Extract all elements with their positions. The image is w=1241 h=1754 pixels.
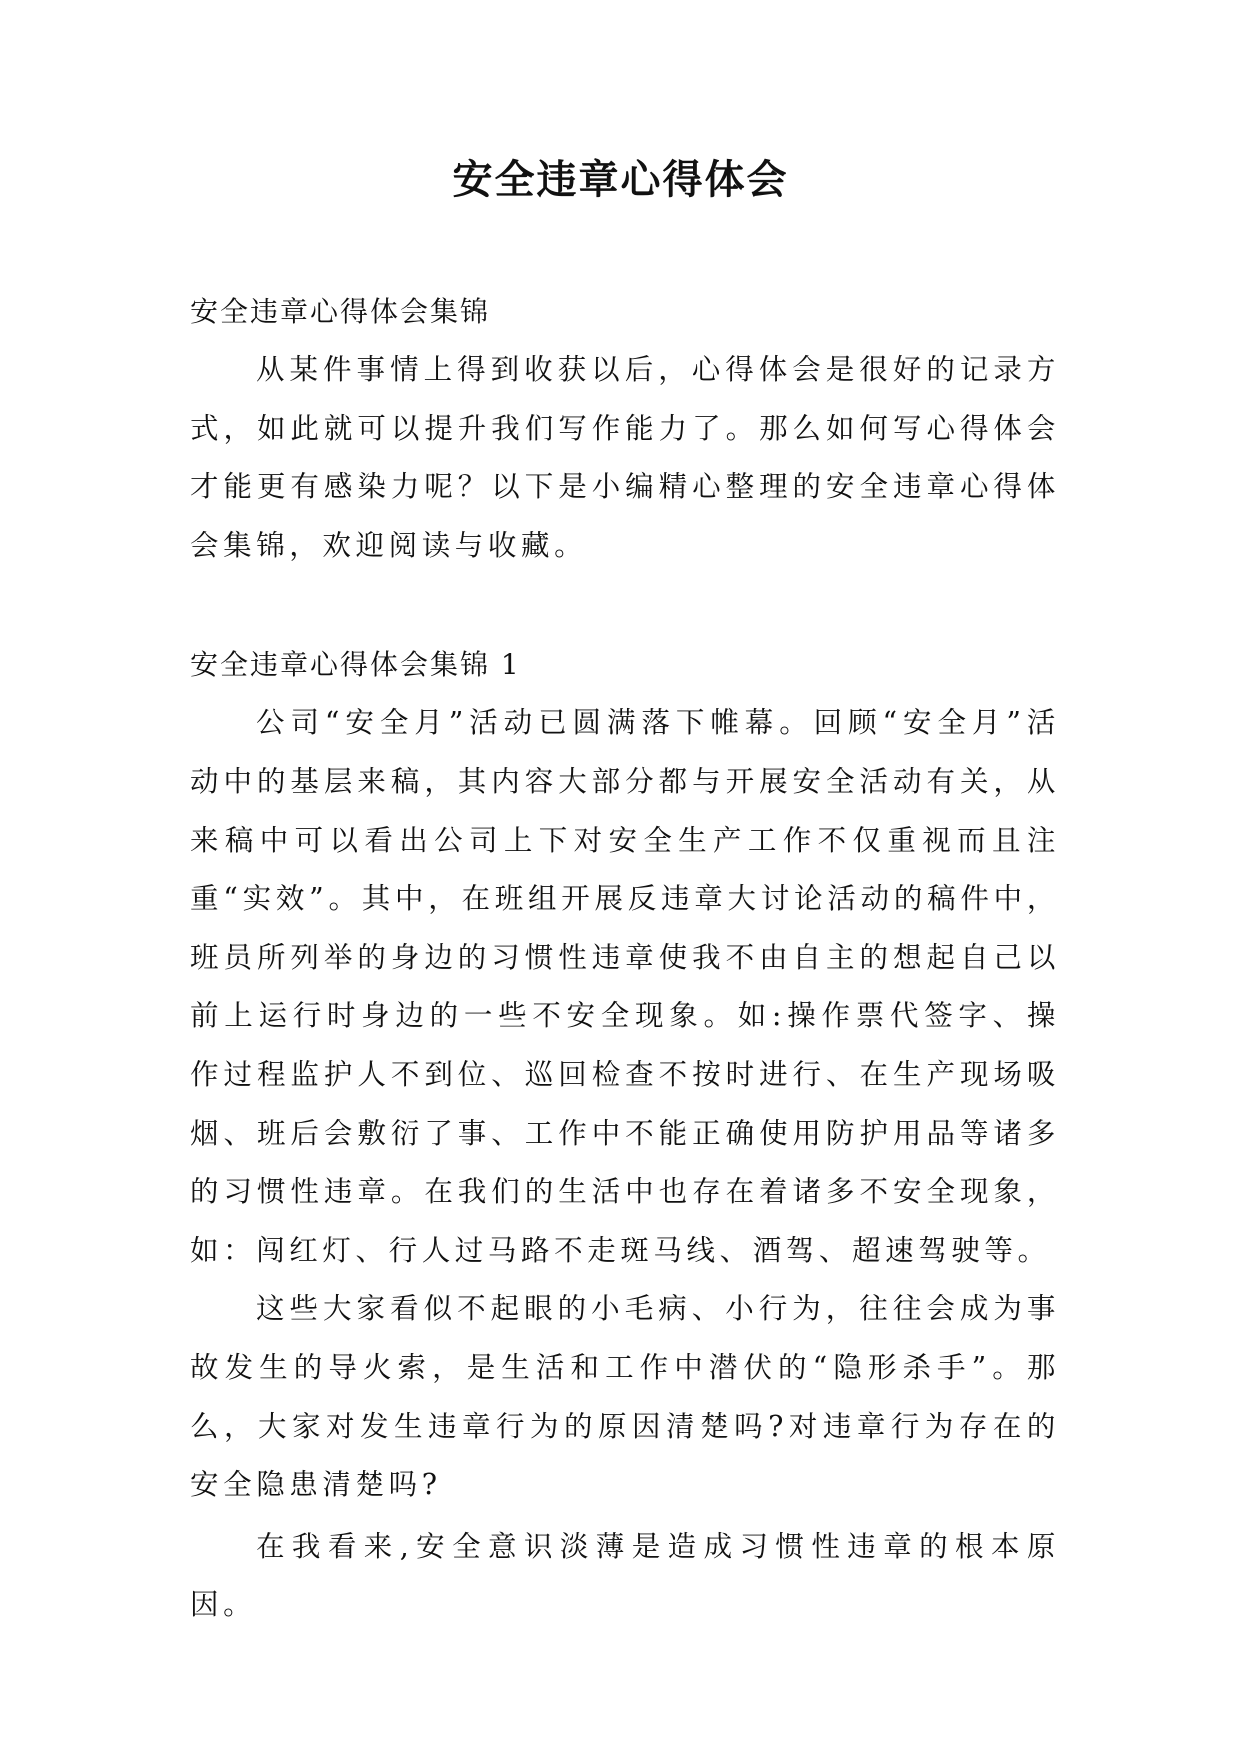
section1-paragraph-2: 这些大家看似不起眼的小毛病、小行为，往往会成为事故发生的导火索，是生活和工作中潜伏的“隐形杀手”。那么，大家对发生违章行为的原因清楚吗?对违章行为存在的安全隐患清楚吗? (190, 1292, 1060, 1502)
intro-paragraph: 从某件事情上得到收获以后，心得体会是很好的记录方式，如此就可以提升我们写作能力了。那么如何写心得体会才能更有感染力呢？以下是小编精心整理的安全违章心得体会集锦，欢迎阅读与收藏。 (190, 353, 1060, 562)
document-body (190, 283, 1060, 1635)
section-spacer (190, 575, 1060, 636)
document-title: 安全违章心得体会 (452, 156, 789, 203)
section1-paragraph-1: 公司“安全月”活动已圆满落下帷幕。回顾“安全月”活动中的基层来稿，其内容大部分都与开展安全活动有关，从来稿中可以看出公司上下对安全生产工作不仅重视而且注重“实效”。其中，在班组开展反违章大讨论活动的稿件中，班员所列举的身边的习惯性违章使我不由自主的想起自己以前上运行时身边的一些不安全现象。如:操作票代签字、操作过程监护人不到位、巡回检查不按时进行、在生产现场吸烟、班后会敷衍了事、工作中不能正确使用防护用品等诸多的习惯性违章。在我们的生活中也存在着诸多不安全现象，如：闯红灯、行人过马路不走斑马线、酒驾、超速驾驶等。 (190, 706, 1060, 1267)
intro-heading: 安全违章心得体会集锦 (190, 295, 491, 328)
section1-heading: 安全违章心得体会集锦 1 (190, 648, 521, 682)
section1-paragraph-3: 在我看来,安全意识淡薄是造成习惯性违章的根本原因。 (190, 1529, 1060, 1622)
